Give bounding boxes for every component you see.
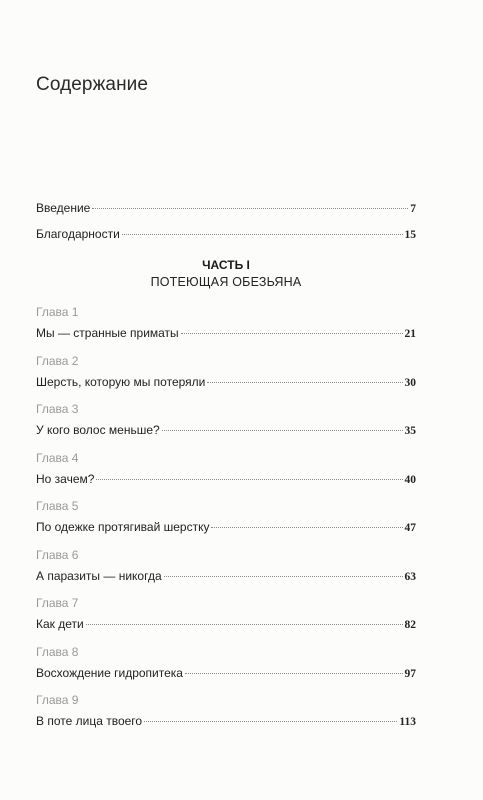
toc-entry-chapter bbox=[36, 617, 416, 631]
dot-leader bbox=[92, 208, 408, 209]
dot-leader bbox=[96, 479, 402, 480]
dot-leader bbox=[164, 576, 403, 577]
page-number: 30 bbox=[404, 376, 416, 389]
dot-leader bbox=[181, 333, 403, 334]
chapter-label: Глава 1 bbox=[36, 305, 79, 319]
dot-leader bbox=[144, 721, 397, 722]
page-number: 47 bbox=[404, 522, 416, 534]
dot-leader bbox=[207, 382, 402, 383]
toc-entry-chapter bbox=[36, 326, 416, 340]
entry-title: По одежке протягивай шерстку bbox=[36, 520, 210, 534]
chapter-label: Глава 8 bbox=[36, 644, 79, 659]
contents-title: Содержание bbox=[36, 74, 149, 95]
page-number: 82 bbox=[404, 619, 416, 631]
page-number: 35 bbox=[404, 425, 416, 437]
dot-leader bbox=[185, 673, 403, 674]
chapter-label: Глава 6 bbox=[36, 547, 79, 562]
page-number: 63 bbox=[404, 570, 416, 583]
entry-title: Шерсть, которую мы потеряли bbox=[36, 374, 206, 389]
dot-leader bbox=[211, 527, 402, 528]
page-number: 15 bbox=[404, 229, 416, 241]
dot-leader bbox=[162, 430, 403, 431]
entry-title: А паразиты — никогда bbox=[36, 568, 162, 583]
toc-entry-chapter bbox=[36, 714, 416, 728]
toc-entry-chapter bbox=[36, 472, 416, 486]
part-label: ЧАСТЬ I bbox=[202, 258, 250, 272]
toc-entry-chapter bbox=[36, 520, 416, 534]
entry-title: Но зачем? bbox=[36, 471, 95, 486]
page-number: 97 bbox=[404, 667, 416, 680]
toc-entry-chapter bbox=[36, 666, 416, 680]
chapter-label: Глава 2 bbox=[36, 353, 79, 368]
page-number: 21 bbox=[404, 328, 416, 340]
entry-title: Восхождение гидропитека bbox=[36, 665, 183, 680]
entry-title: Введение bbox=[36, 201, 91, 215]
entry-title: Как дети bbox=[36, 617, 84, 631]
entry-title: Благодарности bbox=[36, 227, 120, 241]
part-header bbox=[36, 258, 416, 289]
part-subtitle: ПОТЕЮЩАЯ ОБЕЗЬЯНА bbox=[150, 275, 302, 289]
entry-title: В поте лица твоего bbox=[36, 714, 143, 728]
toc-entry-introduction bbox=[36, 201, 416, 215]
toc-entry-chapter bbox=[36, 375, 416, 389]
chapter-label: Глава 9 bbox=[36, 693, 79, 707]
entry-title: Мы — странные приматы bbox=[36, 326, 179, 340]
page-number: 40 bbox=[404, 473, 416, 486]
chapter-label: Глава 7 bbox=[36, 596, 79, 610]
page-number: 113 bbox=[399, 716, 416, 728]
toc-entry-acknowledgements bbox=[36, 227, 416, 241]
chapter-label: Глава 5 bbox=[36, 499, 79, 513]
dot-leader bbox=[122, 234, 403, 235]
toc-entry-chapter bbox=[36, 423, 416, 437]
chapter-label: Глава 4 bbox=[36, 450, 79, 465]
dot-leader bbox=[86, 624, 403, 625]
page-number: 7 bbox=[410, 203, 416, 215]
toc-entry-chapter bbox=[36, 569, 416, 583]
entry-title: У кого волос меньше? bbox=[36, 423, 160, 437]
chapter-label: Глава 3 bbox=[36, 402, 79, 416]
